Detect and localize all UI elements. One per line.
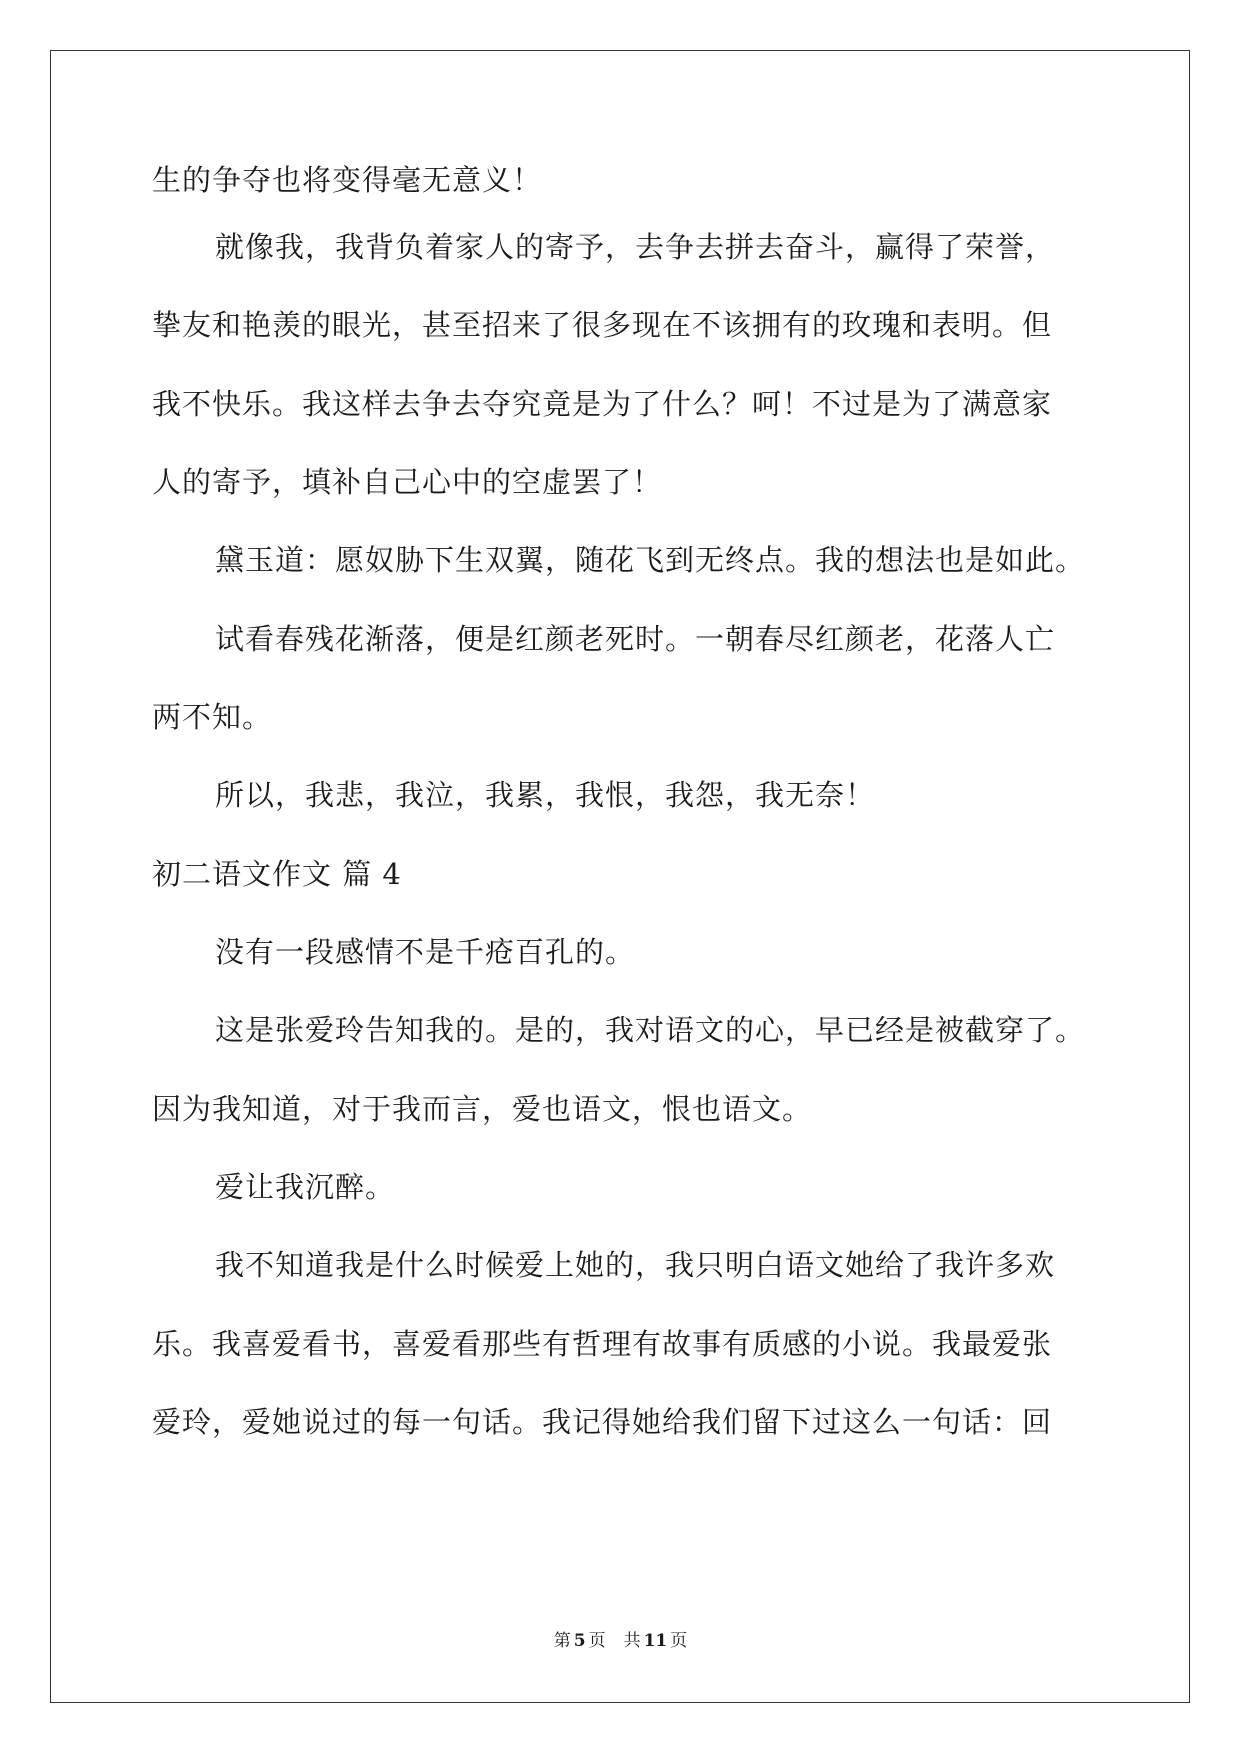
footer-prefix: 第: [553, 1631, 571, 1651]
text-line: 生的争夺也将变得毫无意义！: [152, 163, 543, 197]
text-line: 就像我，我背负着家人的寄予，去争去拼去奋斗，赢得了荣誉，: [215, 230, 1056, 264]
total-pages: 11: [643, 1631, 668, 1651]
text-line: 爱让我沉醉。: [215, 1170, 396, 1204]
text-line: 我不快乐。我这样去争去夺究竟是为了什么？呵！不过是为了满意家: [152, 387, 1053, 421]
text-line: 因为我知道，对于我而言，爱也语文，恨也语文。: [152, 1092, 813, 1126]
page-footer: [0, 1630, 1241, 1652]
text-line: 人的寄予，填补自己心中的空虚罢了！: [152, 465, 663, 499]
footer-total-suffix: 页: [670, 1631, 688, 1651]
page-number: 5: [573, 1631, 586, 1651]
text-line: 所以，我悲，我泣，我累，我恨，我怨，我无奈！: [215, 778, 876, 812]
footer-page-suffix: 页: [588, 1631, 606, 1651]
text-line: 没有一段感情不是千疮百孔的。: [215, 935, 636, 969]
text-line: 黛玉道：愿奴胁下生双翼，随花飞到无终点。我的想法也是如此。: [215, 543, 1086, 577]
text-line: 爱玲，爱她说过的每一句话。我记得她给我们留下过这么一句话：回: [152, 1405, 1053, 1439]
text-line: 乐。我喜爱看书，喜爱看那些有哲理有故事有质感的小说。我最爱张: [152, 1327, 1053, 1361]
text-line: 挚友和艳羡的眼光，甚至招来了很多现在不该拥有的玫瑰和表明。但: [152, 308, 1053, 342]
text-line: 这是张爱玲告知我的。是的，我对语文的心，早已经是被截穿了。: [215, 1013, 1086, 1047]
text-line: 试看春残花渐落，便是红颜老死时。一朝春尽红颜老，花落人亡: [215, 622, 1056, 656]
section-heading: 初二语文作文 篇 4: [152, 857, 402, 891]
text-line: 两不知。: [152, 700, 273, 734]
text-line: 我不知道我是什么时候爱上她的，我只明白语文她给了我许多欢: [215, 1248, 1056, 1282]
footer-total-prefix: 共: [623, 1631, 641, 1651]
